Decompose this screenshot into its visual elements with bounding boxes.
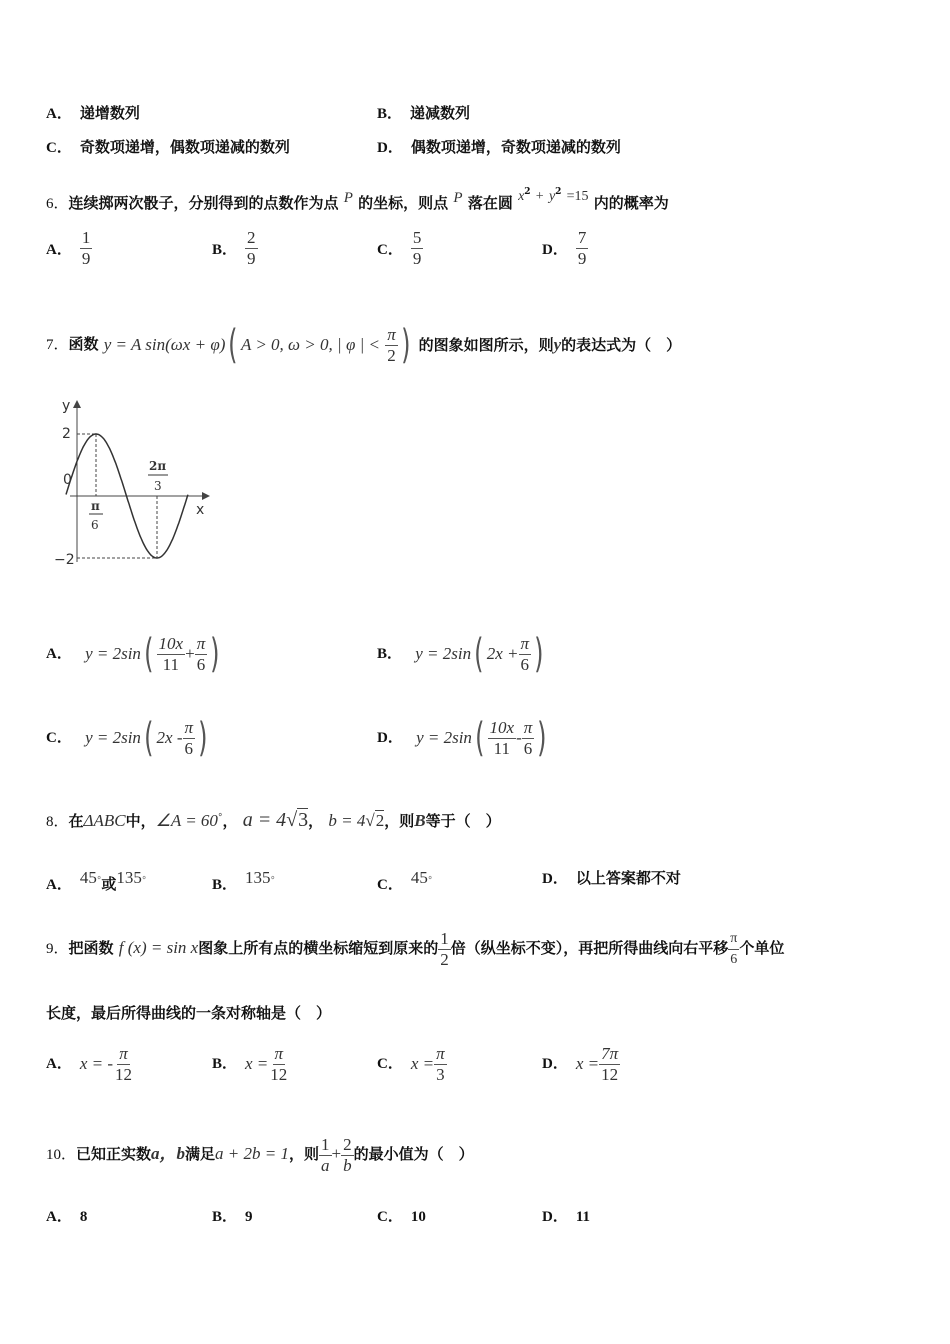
tick1-num: π <box>91 499 100 513</box>
tick2-den: 3 <box>154 479 162 493</box>
origin-label: 0 <box>63 472 72 488</box>
q7-option-d: D． y = 2sin( $\frac{10x}{11}$ - $\frac{\pi}{6}$ ) <box>377 715 547 761</box>
q8-option-a: A． 45°或135° <box>46 868 147 893</box>
q9-stem-cont: 长度，最后所得曲线的一条对称轴是（ ） <box>46 1004 332 1022</box>
q6-option-d: D． $\frac{7}{9}$ <box>542 228 587 268</box>
q7-option-c: C． y = 2sin( 2x - $\frac{\pi}{6}$ ) <box>46 715 208 761</box>
tick2-num: 2π <box>149 459 167 473</box>
q8-stem: 8．在ΔABC中，∠A = 60°， a = 4√3， b = 4√2，则B等于（ ） <box>46 809 501 831</box>
q6-option-b: B． $\frac{2}{9}$ <box>212 228 256 268</box>
q9-stem: 9．把函数 f (x) = sin x图象上所有点的横坐标缩短到原来的 $\frac{1}{2}$ 倍（纵坐标不变），再把所得曲线向右平移 $\frac{\pi}{6}$ 个单位 <box>46 928 785 969</box>
tick1-den: 6 <box>91 518 99 532</box>
y-min-label: −2 <box>54 552 75 568</box>
q10-option-c: C． 10 <box>377 1209 426 1225</box>
q8-option-c: C． 45° <box>377 868 433 893</box>
y-max-label: 2 <box>62 426 71 442</box>
q10-stem: 10．已知正实数a，b满足a + 2b = 1，则 $\frac{1}{a}$ + $\frac{2}{b}$ 的最小值为（ ） <box>46 1134 474 1175</box>
q8-option-b: B． 135° <box>212 868 276 893</box>
q7-stem: 7．函数 y = A sin(ωx + φ)( A > 0, ω > 0, | φ | < $\frac{\pi}{2}$ ) 的图象如图所示，则y的表达式为（ ） <box>46 322 682 368</box>
y-axis-label: y <box>62 398 71 414</box>
x-axis-label: x <box>196 502 205 518</box>
q9-option-a: A． x = - $\frac{\pi}{12}$ <box>46 1043 133 1084</box>
q10-option-d: D． 11 <box>542 1209 591 1225</box>
q5-option-d: D． 偶数项递增，奇数项递减的数列 <box>377 138 621 156</box>
q9-option-b: B． x = $\frac{\pi}{12}$ <box>212 1043 288 1084</box>
q6-circle-equation: $x^2 + y^2 =15$ <box>518 187 589 204</box>
q6-stem: 6．连续掷两次骰子，分别得到的点数作为点 P 的坐标，则点 P 落在圆 $x^2 + y^2 =15$ 内的概率为 <box>46 187 669 212</box>
q7-option-a: A． y = 2sin( $\frac{10x}{11}$ + $\frac{\pi}{6}$ ) <box>46 631 220 677</box>
q9-option-c: C． x = $\frac{\pi}{3}$ <box>377 1043 445 1084</box>
q8-option-d: D． 以上答案都不对 <box>542 869 681 887</box>
q9-option-d: D． x = $\frac{7\pi}{12}$ <box>542 1043 619 1084</box>
q6-option-c: C． $\frac{5}{9}$ <box>377 228 422 268</box>
q10-option-a: A． 8 <box>46 1209 88 1225</box>
q10-option-b: B． 9 <box>212 1209 253 1225</box>
q7-option-b: B． y = 2sin( 2x + $\frac{\pi}{6}$ ) <box>377 631 544 677</box>
q5-option-c: C． 奇数项递增，偶数项递减的数列 <box>46 138 290 156</box>
q7-sine-graph <box>50 392 220 577</box>
q5-option-a: A． 递增数列 <box>46 104 140 122</box>
q6-option-a: A． $\frac{1}{9}$ <box>46 228 91 268</box>
q5-option-b: B． 递减数列 <box>377 104 471 122</box>
